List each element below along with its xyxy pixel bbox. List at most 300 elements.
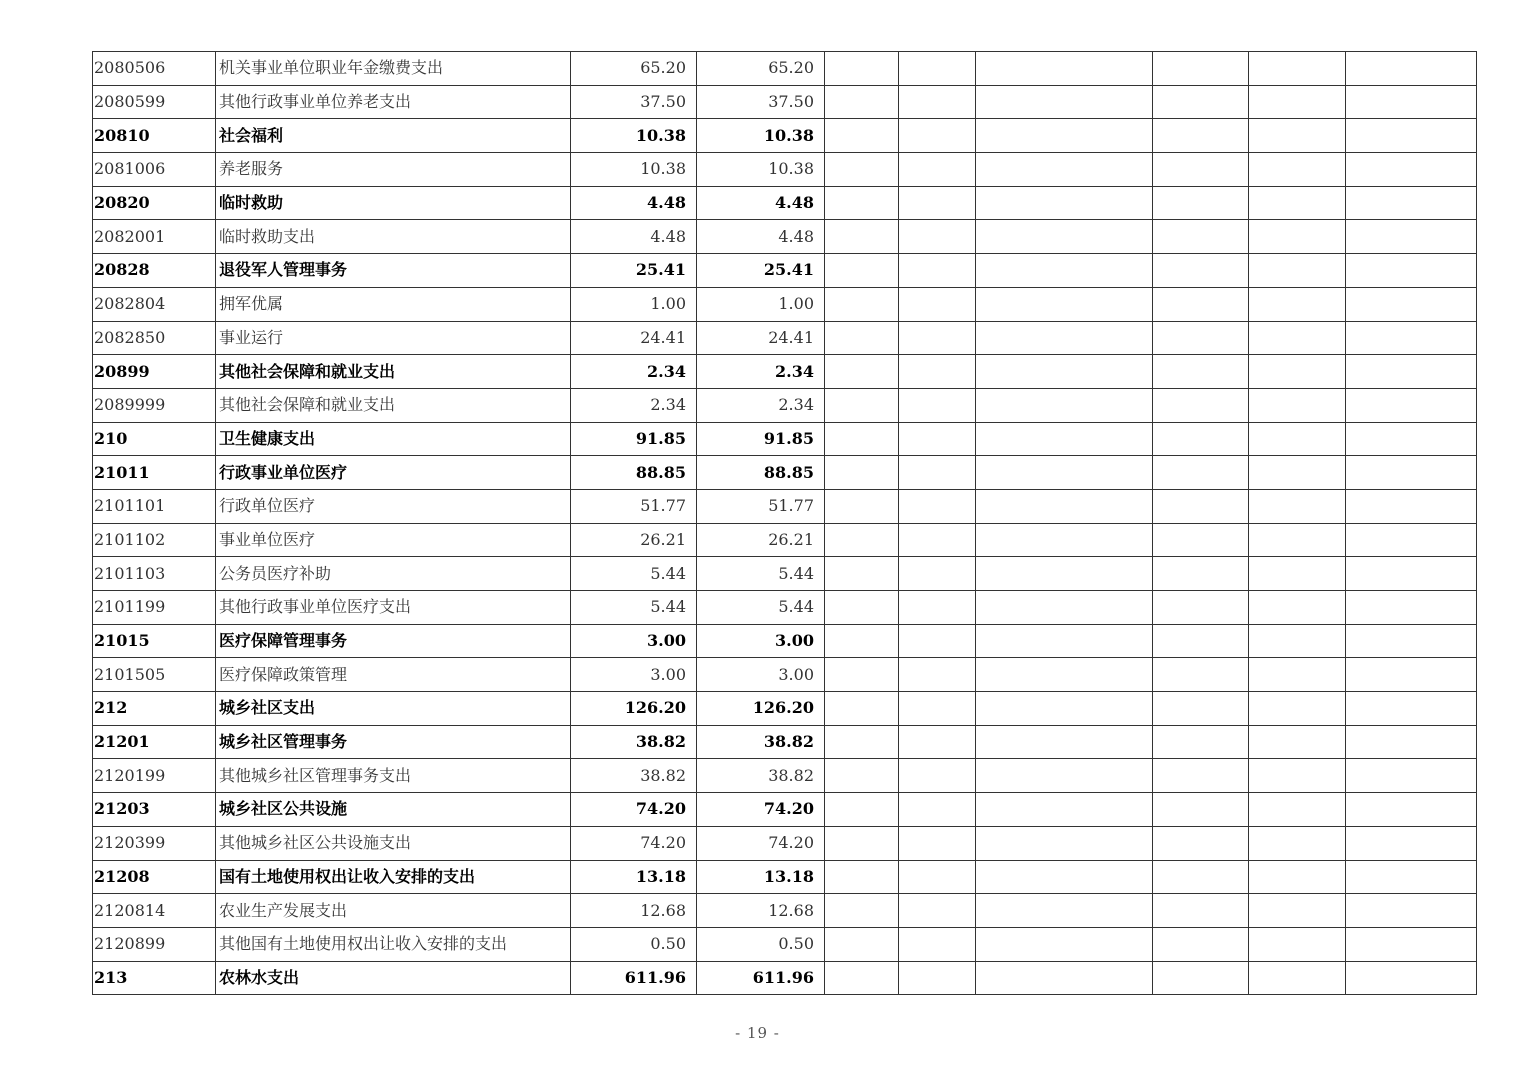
empty-cell: [1249, 321, 1346, 355]
code-cell: 2089999: [93, 388, 216, 422]
empty-cell: [825, 860, 899, 894]
item-name-cell: 其他社会保障和就业支出: [216, 355, 571, 389]
code-cell: 21015: [93, 624, 216, 658]
empty-cell: [1153, 860, 1249, 894]
item-name-cell: 农林水支出: [216, 961, 571, 995]
amount-basic-cell: 4.48: [697, 220, 825, 254]
empty-cell: [1153, 624, 1249, 658]
table-row: [93, 860, 1477, 894]
amount-total-cell: 126.20: [571, 692, 697, 726]
empty-cell: [899, 422, 976, 456]
empty-cell: [1249, 658, 1346, 692]
page-number: - 19 -: [735, 1024, 780, 1042]
amount-total-cell: 88.85: [571, 456, 697, 490]
code-cell: 210: [93, 422, 216, 456]
amount-total-cell: 51.77: [571, 489, 697, 523]
table-row: [93, 658, 1477, 692]
empty-cell: [899, 591, 976, 625]
table-row: [93, 927, 1477, 961]
code-cell: 21208: [93, 860, 216, 894]
empty-cell: [1249, 456, 1346, 490]
code-cell: 20828: [93, 254, 216, 288]
empty-cell: [899, 927, 976, 961]
code-cell: 2081006: [93, 153, 216, 187]
table-row: [93, 489, 1477, 523]
item-name-cell: 其他国有土地使用权出让收入安排的支出: [216, 927, 571, 961]
amount-total-cell: 13.18: [571, 860, 697, 894]
empty-cell: [825, 287, 899, 321]
amount-basic-cell: 74.20: [697, 793, 825, 827]
empty-cell: [976, 591, 1153, 625]
amount-basic-cell: 74.20: [697, 826, 825, 860]
empty-cell: [825, 523, 899, 557]
empty-cell: [976, 624, 1153, 658]
empty-cell: [1249, 725, 1346, 759]
empty-cell: [899, 489, 976, 523]
empty-cell: [1346, 927, 1477, 961]
empty-cell: [1249, 220, 1346, 254]
code-cell: 2101101: [93, 489, 216, 523]
empty-cell: [899, 388, 976, 422]
empty-cell: [1153, 153, 1249, 187]
table-row: [93, 523, 1477, 557]
amount-basic-cell: 25.41: [697, 254, 825, 288]
empty-cell: [899, 186, 976, 220]
empty-cell: [899, 85, 976, 119]
amount-total-cell: 38.82: [571, 759, 697, 793]
amount-basic-cell: 0.50: [697, 927, 825, 961]
table-row: [93, 254, 1477, 288]
amount-basic-cell: 13.18: [697, 860, 825, 894]
empty-cell: [1249, 422, 1346, 456]
table-row: [93, 826, 1477, 860]
empty-cell: [1153, 523, 1249, 557]
item-name-cell: 其他行政事业单位养老支出: [216, 85, 571, 119]
table-row: [93, 422, 1477, 456]
empty-cell: [899, 725, 976, 759]
code-cell: 2082001: [93, 220, 216, 254]
amount-basic-cell: 10.38: [697, 153, 825, 187]
item-name-cell: 退役军人管理事务: [216, 254, 571, 288]
code-cell: 2101505: [93, 658, 216, 692]
amount-basic-cell: 38.82: [697, 725, 825, 759]
code-cell: 20810: [93, 119, 216, 153]
empty-cell: [1346, 287, 1477, 321]
empty-cell: [825, 658, 899, 692]
empty-cell: [1346, 523, 1477, 557]
empty-cell: [1153, 793, 1249, 827]
code-cell: 212: [93, 692, 216, 726]
empty-cell: [976, 725, 1153, 759]
empty-cell: [976, 826, 1153, 860]
amount-basic-cell: 65.20: [697, 52, 825, 86]
amount-basic-cell: 3.00: [697, 624, 825, 658]
empty-cell: [1153, 52, 1249, 86]
empty-cell: [1153, 759, 1249, 793]
amount-total-cell: 1.00: [571, 287, 697, 321]
empty-cell: [899, 557, 976, 591]
table-row: [93, 388, 1477, 422]
empty-cell: [976, 759, 1153, 793]
empty-cell: [976, 860, 1153, 894]
amount-basic-cell: 37.50: [697, 85, 825, 119]
table-row: [93, 725, 1477, 759]
item-name-cell: 临时救助: [216, 186, 571, 220]
item-name-cell: 养老服务: [216, 153, 571, 187]
empty-cell: [1153, 355, 1249, 389]
item-name-cell: 行政事业单位医疗: [216, 456, 571, 490]
empty-cell: [825, 254, 899, 288]
table-row: [93, 456, 1477, 490]
amount-basic-cell: 5.44: [697, 591, 825, 625]
empty-cell: [976, 692, 1153, 726]
empty-cell: [899, 894, 976, 928]
table-row: [93, 186, 1477, 220]
budget-table: [92, 51, 1477, 995]
item-name-cell: 拥军优属: [216, 287, 571, 321]
empty-cell: [1346, 355, 1477, 389]
item-name-cell: 国有土地使用权出让收入安排的支出: [216, 860, 571, 894]
empty-cell: [976, 186, 1153, 220]
item-name-cell: 行政单位医疗: [216, 489, 571, 523]
table-row: [93, 591, 1477, 625]
empty-cell: [976, 523, 1153, 557]
empty-cell: [825, 725, 899, 759]
code-cell: 21203: [93, 793, 216, 827]
empty-cell: [1346, 860, 1477, 894]
empty-cell: [1249, 793, 1346, 827]
amount-basic-cell: 2.34: [697, 355, 825, 389]
empty-cell: [825, 422, 899, 456]
empty-cell: [976, 254, 1153, 288]
empty-cell: [1153, 388, 1249, 422]
empty-cell: [1346, 422, 1477, 456]
amount-total-cell: 37.50: [571, 85, 697, 119]
empty-cell: [1346, 489, 1477, 523]
empty-cell: [1153, 557, 1249, 591]
amount-basic-cell: 91.85: [697, 422, 825, 456]
empty-cell: [1153, 85, 1249, 119]
empty-cell: [1346, 119, 1477, 153]
empty-cell: [825, 557, 899, 591]
empty-cell: [899, 220, 976, 254]
amount-total-cell: 611.96: [571, 961, 697, 995]
table-row: [93, 119, 1477, 153]
empty-cell: [1346, 85, 1477, 119]
amount-basic-cell: 12.68: [697, 894, 825, 928]
empty-cell: [825, 456, 899, 490]
code-cell: 2101102: [93, 523, 216, 557]
code-cell: 2082804: [93, 287, 216, 321]
empty-cell: [1346, 692, 1477, 726]
amount-total-cell: 5.44: [571, 591, 697, 625]
empty-cell: [1346, 591, 1477, 625]
empty-cell: [899, 624, 976, 658]
empty-cell: [976, 422, 1153, 456]
empty-cell: [976, 961, 1153, 995]
amount-total-cell: 4.48: [571, 220, 697, 254]
empty-cell: [825, 927, 899, 961]
code-cell: 213: [93, 961, 216, 995]
empty-cell: [899, 658, 976, 692]
empty-cell: [1346, 186, 1477, 220]
empty-cell: [1249, 254, 1346, 288]
amount-basic-cell: 51.77: [697, 489, 825, 523]
table-body: [93, 52, 1477, 995]
amount-total-cell: 5.44: [571, 557, 697, 591]
item-name-cell: 其他城乡社区管理事务支出: [216, 759, 571, 793]
item-name-cell: 医疗保障政策管理: [216, 658, 571, 692]
table-row: [93, 153, 1477, 187]
amount-basic-cell: 3.00: [697, 658, 825, 692]
amount-basic-cell: 5.44: [697, 557, 825, 591]
empty-cell: [899, 287, 976, 321]
item-name-cell: 卫生健康支出: [216, 422, 571, 456]
table-row: [93, 52, 1477, 86]
empty-cell: [825, 388, 899, 422]
empty-cell: [1346, 759, 1477, 793]
empty-cell: [1346, 153, 1477, 187]
table-row: [93, 793, 1477, 827]
amount-total-cell: 24.41: [571, 321, 697, 355]
empty-cell: [899, 826, 976, 860]
amount-basic-cell: 126.20: [697, 692, 825, 726]
item-name-cell: 城乡社区公共设施: [216, 793, 571, 827]
empty-cell: [1249, 388, 1346, 422]
item-name-cell: 事业单位医疗: [216, 523, 571, 557]
empty-cell: [1249, 186, 1346, 220]
empty-cell: [976, 220, 1153, 254]
empty-cell: [1153, 826, 1249, 860]
amount-total-cell: 25.41: [571, 254, 697, 288]
empty-cell: [1346, 725, 1477, 759]
amount-basic-cell: 1.00: [697, 287, 825, 321]
amount-total-cell: 2.34: [571, 388, 697, 422]
empty-cell: [825, 119, 899, 153]
table-row: [93, 85, 1477, 119]
empty-cell: [1346, 826, 1477, 860]
empty-cell: [1249, 961, 1346, 995]
empty-cell: [825, 52, 899, 86]
empty-cell: [1153, 186, 1249, 220]
empty-cell: [899, 759, 976, 793]
table-row: [93, 624, 1477, 658]
empty-cell: [1249, 557, 1346, 591]
code-cell: 2080506: [93, 52, 216, 86]
empty-cell: [825, 961, 899, 995]
table-row: [93, 961, 1477, 995]
empty-cell: [1153, 254, 1249, 288]
empty-cell: [1249, 153, 1346, 187]
empty-cell: [1249, 692, 1346, 726]
code-cell: 2120899: [93, 927, 216, 961]
empty-cell: [1346, 793, 1477, 827]
empty-cell: [976, 894, 1153, 928]
empty-cell: [825, 624, 899, 658]
empty-cell: [1249, 894, 1346, 928]
item-name-cell: 机关事业单位职业年金缴费支出: [216, 52, 571, 86]
empty-cell: [899, 961, 976, 995]
empty-cell: [1153, 287, 1249, 321]
empty-cell: [976, 52, 1153, 86]
empty-cell: [1153, 456, 1249, 490]
amount-total-cell: 65.20: [571, 52, 697, 86]
empty-cell: [825, 355, 899, 389]
empty-cell: [1153, 422, 1249, 456]
empty-cell: [1249, 759, 1346, 793]
empty-cell: [825, 591, 899, 625]
item-name-cell: 城乡社区管理事务: [216, 725, 571, 759]
empty-cell: [1346, 894, 1477, 928]
item-name-cell: 其他城乡社区公共设施支出: [216, 826, 571, 860]
table-row: [93, 759, 1477, 793]
empty-cell: [976, 321, 1153, 355]
item-name-cell: 其他行政事业单位医疗支出: [216, 591, 571, 625]
empty-cell: [899, 321, 976, 355]
empty-cell: [976, 927, 1153, 961]
empty-cell: [1346, 557, 1477, 591]
empty-cell: [1153, 725, 1249, 759]
item-name-cell: 事业运行: [216, 321, 571, 355]
empty-cell: [1346, 220, 1477, 254]
empty-cell: [1346, 961, 1477, 995]
code-cell: 21201: [93, 725, 216, 759]
empty-cell: [825, 793, 899, 827]
amount-basic-cell: 38.82: [697, 759, 825, 793]
empty-cell: [899, 119, 976, 153]
empty-cell: [899, 153, 976, 187]
item-name-cell: 城乡社区支出: [216, 692, 571, 726]
empty-cell: [899, 692, 976, 726]
code-cell: 2101103: [93, 557, 216, 591]
empty-cell: [976, 658, 1153, 692]
table-row: [93, 692, 1477, 726]
code-cell: 21011: [93, 456, 216, 490]
empty-cell: [1153, 220, 1249, 254]
amount-total-cell: 38.82: [571, 725, 697, 759]
amount-total-cell: 0.50: [571, 927, 697, 961]
empty-cell: [1346, 254, 1477, 288]
empty-cell: [976, 388, 1153, 422]
code-cell: 2101199: [93, 591, 216, 625]
amount-total-cell: 74.20: [571, 793, 697, 827]
empty-cell: [1249, 119, 1346, 153]
empty-cell: [976, 355, 1153, 389]
empty-cell: [899, 254, 976, 288]
empty-cell: [1153, 321, 1249, 355]
empty-cell: [1153, 692, 1249, 726]
empty-cell: [1346, 624, 1477, 658]
empty-cell: [825, 894, 899, 928]
empty-cell: [1249, 523, 1346, 557]
empty-cell: [976, 489, 1153, 523]
empty-cell: [1153, 961, 1249, 995]
amount-basic-cell: 2.34: [697, 388, 825, 422]
empty-cell: [976, 557, 1153, 591]
empty-cell: [825, 85, 899, 119]
empty-cell: [825, 153, 899, 187]
table-row: [93, 321, 1477, 355]
table-row: [93, 894, 1477, 928]
empty-cell: [1249, 287, 1346, 321]
empty-cell: [899, 793, 976, 827]
amount-basic-cell: 24.41: [697, 321, 825, 355]
amount-total-cell: 3.00: [571, 658, 697, 692]
empty-cell: [899, 456, 976, 490]
empty-cell: [1249, 52, 1346, 86]
empty-cell: [825, 220, 899, 254]
empty-cell: [825, 186, 899, 220]
code-cell: 20820: [93, 186, 216, 220]
amount-basic-cell: 4.48: [697, 186, 825, 220]
amount-basic-cell: 10.38: [697, 119, 825, 153]
amount-total-cell: 91.85: [571, 422, 697, 456]
table-row: [93, 220, 1477, 254]
empty-cell: [976, 85, 1153, 119]
empty-cell: [1153, 894, 1249, 928]
amount-total-cell: 10.38: [571, 153, 697, 187]
empty-cell: [1249, 860, 1346, 894]
amount-total-cell: 12.68: [571, 894, 697, 928]
table-row: [93, 287, 1477, 321]
table-row: [93, 557, 1477, 591]
code-cell: 2120814: [93, 894, 216, 928]
item-name-cell: 医疗保障管理事务: [216, 624, 571, 658]
item-name-cell: 其他社会保障和就业支出: [216, 388, 571, 422]
empty-cell: [825, 321, 899, 355]
empty-cell: [1346, 52, 1477, 86]
empty-cell: [825, 826, 899, 860]
code-cell: 2080599: [93, 85, 216, 119]
amount-basic-cell: 88.85: [697, 456, 825, 490]
empty-cell: [976, 793, 1153, 827]
table-row: [93, 355, 1477, 389]
empty-cell: [825, 489, 899, 523]
amount-total-cell: 74.20: [571, 826, 697, 860]
amount-total-cell: 4.48: [571, 186, 697, 220]
empty-cell: [899, 860, 976, 894]
empty-cell: [899, 355, 976, 389]
empty-cell: [976, 153, 1153, 187]
empty-cell: [1346, 456, 1477, 490]
empty-cell: [976, 119, 1153, 153]
empty-cell: [899, 52, 976, 86]
amount-total-cell: 3.00: [571, 624, 697, 658]
amount-total-cell: 26.21: [571, 523, 697, 557]
item-name-cell: 社会福利: [216, 119, 571, 153]
item-name-cell: 公务员医疗补助: [216, 557, 571, 591]
empty-cell: [1153, 927, 1249, 961]
amount-total-cell: 10.38: [571, 119, 697, 153]
code-cell: 2082850: [93, 321, 216, 355]
empty-cell: [825, 692, 899, 726]
empty-cell: [1153, 489, 1249, 523]
empty-cell: [1346, 321, 1477, 355]
empty-cell: [899, 523, 976, 557]
empty-cell: [1249, 927, 1346, 961]
empty-cell: [1249, 85, 1346, 119]
empty-cell: [1249, 826, 1346, 860]
empty-cell: [1249, 489, 1346, 523]
empty-cell: [1249, 591, 1346, 625]
empty-cell: [1153, 591, 1249, 625]
empty-cell: [1346, 388, 1477, 422]
item-name-cell: 临时救助支出: [216, 220, 571, 254]
item-name-cell: 农业生产发展支出: [216, 894, 571, 928]
empty-cell: [1346, 658, 1477, 692]
empty-cell: [1249, 624, 1346, 658]
amount-basic-cell: 611.96: [697, 961, 825, 995]
